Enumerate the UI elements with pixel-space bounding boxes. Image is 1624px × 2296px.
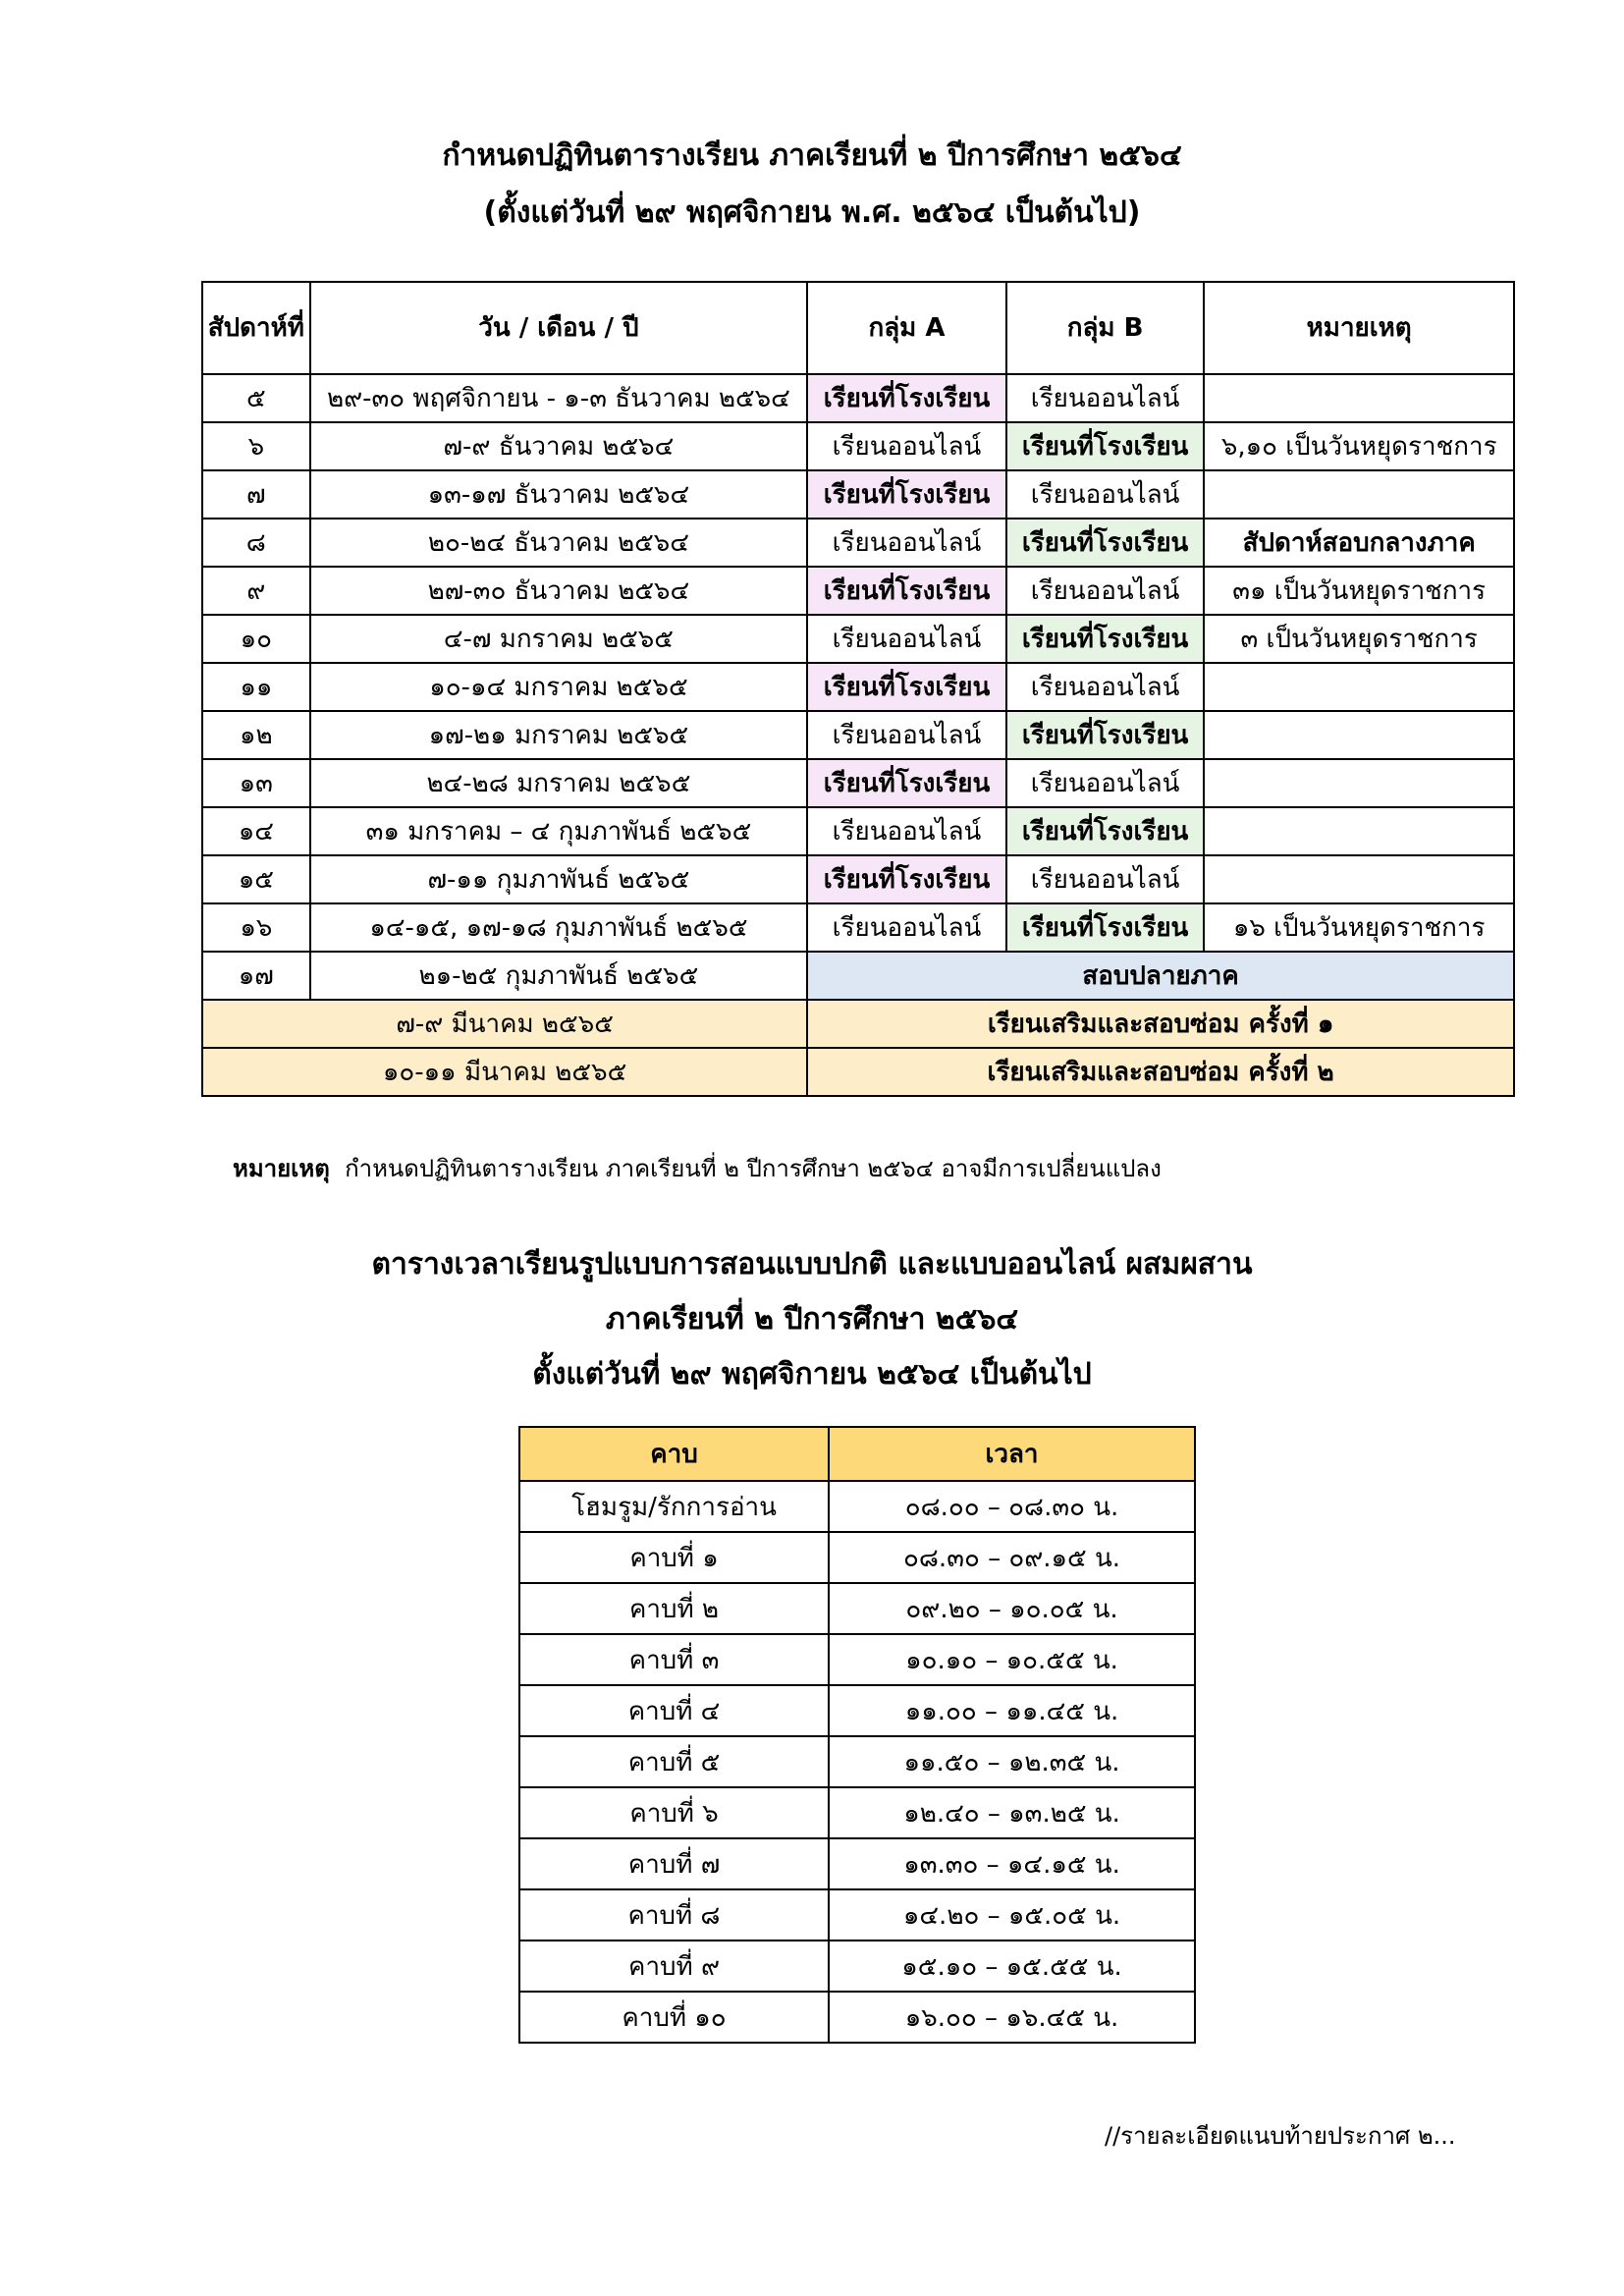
table-row	[519, 1889, 1195, 1941]
schedule-body	[202, 374, 1514, 1096]
note-cell	[1204, 807, 1514, 855]
date-cell: ๑๔-๑๕, ๑๗-๑๘ กุมภาพันธ์ ๒๕๖๕	[310, 903, 808, 952]
group-a-cell: เรียนออนไลน์	[807, 903, 1006, 952]
group-a-cell: เรียนที่โรงเรียน	[807, 855, 1006, 903]
note-cell: ๑๖ เป็นวันหยุดราชการ	[1204, 903, 1514, 952]
period-cell: คาบที่ ๔	[519, 1685, 829, 1736]
table-row	[519, 1634, 1195, 1685]
final-exam-cell: สอบปลายภาค	[807, 952, 1514, 1000]
group-a-cell: เรียนที่โรงเรียน	[807, 374, 1006, 422]
date-cell: ๔-๗ มกราคม ๒๕๖๕	[310, 615, 808, 663]
header-note: หมายเหตุ	[1204, 282, 1514, 374]
week-cell: ๑๗	[202, 952, 310, 1000]
periods-table	[518, 1426, 1196, 2044]
table-row	[202, 903, 1514, 952]
week-cell: ๑๕	[202, 855, 310, 903]
date-cell: ๑๓-๑๗ ธันวาคม ๒๕๖๔	[310, 470, 808, 519]
time-cell: ๐๘.๓๐ – ๐๙.๑๕ น.	[829, 1532, 1195, 1583]
group-a-cell: เรียนที่โรงเรียน	[807, 470, 1006, 519]
note-cell: ๓๑ เป็นวันหยุดราชการ	[1204, 567, 1514, 615]
footnote-label: หมายเหตุ	[233, 1155, 330, 1182]
table-row	[519, 1736, 1195, 1787]
week-cell: ๕	[202, 374, 310, 422]
note-cell: ๓ เป็นวันหยุดราชการ	[1204, 615, 1514, 663]
remedial-row	[202, 1000, 1514, 1048]
note-cell	[1204, 663, 1514, 711]
group-b-cell: เรียนออนไลน์	[1006, 470, 1205, 519]
time-cell: ๐๙.๒๐ – ๑๐.๐๕ น.	[829, 1583, 1195, 1634]
time-cell: ๑๐.๑๐ – ๑๐.๕๕ น.	[829, 1634, 1195, 1685]
note-cell	[1204, 855, 1514, 903]
table-row	[519, 1838, 1195, 1889]
table-row	[202, 422, 1514, 470]
table-row	[519, 1787, 1195, 1838]
group-b-cell: เรียนออนไลน์	[1006, 855, 1205, 903]
period-cell: คาบที่ ๕	[519, 1736, 829, 1787]
group-b-cell: เรียนออนไลน์	[1006, 567, 1205, 615]
date-cell: ๑๐-๑๔ มกราคม ๒๕๖๕	[310, 663, 808, 711]
date-cell: ๒๑-๒๕ กุมภาพันธ์ ๒๕๖๕	[310, 952, 808, 1000]
note-cell: สัปดาห์สอบกลางภาค	[1204, 519, 1514, 567]
group-a-cell: เรียนออนไลน์	[807, 519, 1006, 567]
week-cell: ๑๖	[202, 903, 310, 952]
period-cell: คาบที่ ๒	[519, 1583, 829, 1634]
table-row	[202, 807, 1514, 855]
table-row	[519, 1992, 1195, 2043]
table-row	[519, 1583, 1195, 1634]
period-cell: คาบที่ ๙	[519, 1941, 829, 1992]
remedial-date-cell: ๗-๙ มีนาคม ๒๕๖๕	[202, 1000, 807, 1048]
continued-note: //รายละเอียดแนบท้ายประกาศ ๒...	[1105, 2122, 1456, 2150]
date-cell: ๗-๑๑ กุมภาพันธ์ ๒๕๖๕	[310, 855, 808, 903]
date-cell: ๒๙-๓๐ พฤศจิกายน - ๑-๓ ธันวาคม ๒๕๖๔	[310, 374, 808, 422]
table-row	[202, 470, 1514, 519]
time-cell: ๑๓.๓๐ – ๑๔.๑๕ น.	[829, 1838, 1195, 1889]
timetable-heading	[0, 1237, 1624, 1402]
time-cell: ๑๖.๐๐ – ๑๖.๔๕ น.	[829, 1992, 1195, 2043]
note-cell: ๖,๑๐ เป็นวันหยุดราชการ	[1204, 422, 1514, 470]
time-cell: ๐๘.๐๐ – ๐๘.๓๐ น.	[829, 1481, 1195, 1532]
remedial-date-cell: ๑๐-๑๑ มีนาคม ๒๕๖๕	[202, 1048, 807, 1096]
timetable-title: ตารางเวลาเรียนรูปแบบการสอนแบบปกติ และแบบออนไลน์ ผสมผสาน	[371, 1247, 1253, 1282]
table-row	[519, 1685, 1195, 1736]
final-exam-row	[202, 952, 1514, 1000]
group-a-cell: เรียนออนไลน์	[807, 422, 1006, 470]
calendar-subtitle: (ตั้งแต่วันที่ ๒๙ พฤศจิกายน พ.ศ. ๒๕๖๔ เป็นต้นไป)	[483, 195, 1141, 230]
remedial-label-cell: เรียนเสริมและสอบซ่อม ครั้งที่ ๒	[807, 1048, 1514, 1096]
schedule-table	[201, 281, 1515, 1097]
week-cell: ๑๔	[202, 807, 310, 855]
period-cell: คาบที่ ๘	[519, 1889, 829, 1941]
time-cell: ๑๔.๒๐ – ๑๕.๐๕ น.	[829, 1889, 1195, 1941]
group-b-cell: เรียนที่โรงเรียน	[1006, 807, 1205, 855]
timetable-subtitle: ภาคเรียนที่ ๒ ปีการศึกษา ๒๕๖๔	[605, 1302, 1019, 1337]
header-group-b: กลุ่ม B	[1006, 282, 1205, 374]
table-row	[202, 567, 1514, 615]
header-group-a: กลุ่ม A	[807, 282, 1006, 374]
group-b-cell: เรียนที่โรงเรียน	[1006, 519, 1205, 567]
group-b-cell: เรียนออนไลน์	[1006, 374, 1205, 422]
week-cell: ๑๑	[202, 663, 310, 711]
group-b-cell: เรียนที่โรงเรียน	[1006, 422, 1205, 470]
header-week: สัปดาห์ที่	[202, 282, 310, 374]
table-row	[519, 1481, 1195, 1532]
header-date: วัน / เดือน / ปี	[310, 282, 808, 374]
group-a-cell: เรียนที่โรงเรียน	[807, 567, 1006, 615]
week-cell: ๗	[202, 470, 310, 519]
date-cell: ๒๔-๒๘ มกราคม ๒๕๖๕	[310, 759, 808, 807]
table-row	[202, 374, 1514, 422]
date-cell: ๗-๙ ธันวาคม ๒๕๖๔	[310, 422, 808, 470]
table-row	[202, 711, 1514, 759]
week-cell: ๙	[202, 567, 310, 615]
date-cell: ๒๐-๒๔ ธันวาคม ๒๕๖๔	[310, 519, 808, 567]
note-cell	[1204, 711, 1514, 759]
group-a-cell: เรียนออนไลน์	[807, 711, 1006, 759]
header-time: เวลา	[829, 1427, 1195, 1481]
week-cell: ๑๓	[202, 759, 310, 807]
week-cell: ๑๒	[202, 711, 310, 759]
group-a-cell: เรียนออนไลน์	[807, 807, 1006, 855]
footnote-text: กำหนดปฏิทินตารางเรียน ภาคเรียนที่ ๒ ปีการศึกษา ๒๕๖๔ อาจมีการเปลี่ยนแปลง	[345, 1155, 1162, 1182]
group-a-cell: เรียนออนไลน์	[807, 615, 1006, 663]
group-a-cell: เรียนที่โรงเรียน	[807, 759, 1006, 807]
period-cell: คาบที่ ๖	[519, 1787, 829, 1838]
header-period: คาบ	[519, 1427, 829, 1481]
schedule-header-row	[202, 282, 1514, 374]
calendar-heading	[0, 128, 1624, 242]
table-row	[202, 615, 1514, 663]
week-cell: ๖	[202, 422, 310, 470]
period-cell: โฮมรูม/รักการอ่าน	[519, 1481, 829, 1532]
date-cell: ๓๑ มกราคม – ๔ กุมภาพันธ์ ๒๕๖๕	[310, 807, 808, 855]
time-cell: ๑๑.๕๐ – ๑๒.๓๕ น.	[829, 1736, 1195, 1787]
week-cell: ๘	[202, 519, 310, 567]
periods-header-row	[519, 1427, 1195, 1481]
note-cell	[1204, 374, 1514, 422]
date-cell: ๒๗-๓๐ ธันวาคม ๒๕๖๔	[310, 567, 808, 615]
period-cell: คาบที่ ๑	[519, 1532, 829, 1583]
note-cell	[1204, 470, 1514, 519]
time-cell: ๑๑.๐๐ – ๑๑.๔๕ น.	[829, 1685, 1195, 1736]
time-cell: ๑๕.๑๐ – ๑๕.๕๕ น.	[829, 1941, 1195, 1992]
group-b-cell: เรียนออนไลน์	[1006, 663, 1205, 711]
period-cell: คาบที่ ๗	[519, 1838, 829, 1889]
time-cell: ๑๒.๔๐ – ๑๓.๒๕ น.	[829, 1787, 1195, 1838]
table-row	[519, 1941, 1195, 1992]
remedial-label-cell: เรียนเสริมและสอบซ่อม ครั้งที่ ๑	[807, 1000, 1514, 1048]
table-row	[202, 519, 1514, 567]
calendar-title: กำหนดปฏิทินตารางเรียน ภาคเรียนที่ ๒ ปีการศึกษา ๒๕๖๔	[442, 138, 1182, 173]
timetable-start-date: ตั้งแต่วันที่ ๒๙ พฤศจิกายน ๒๕๖๔ เป็นต้นไป	[532, 1357, 1092, 1392]
period-cell: คาบที่ ๑๐	[519, 1992, 829, 2043]
date-cell: ๑๗-๒๑ มกราคม ๒๕๖๕	[310, 711, 808, 759]
table-row	[202, 855, 1514, 903]
group-b-cell: เรียนที่โรงเรียน	[1006, 903, 1205, 952]
table-row	[519, 1532, 1195, 1583]
group-a-cell: เรียนที่โรงเรียน	[807, 663, 1006, 711]
note-cell	[1204, 759, 1514, 807]
period-cell: คาบที่ ๓	[519, 1634, 829, 1685]
remedial-row	[202, 1048, 1514, 1096]
group-b-cell: เรียนที่โรงเรียน	[1006, 711, 1205, 759]
week-cell: ๑๐	[202, 615, 310, 663]
table-row	[202, 759, 1514, 807]
footnote	[233, 1149, 1162, 1187]
table-row	[202, 663, 1514, 711]
group-b-cell: เรียนที่โรงเรียน	[1006, 615, 1205, 663]
group-b-cell: เรียนออนไลน์	[1006, 759, 1205, 807]
